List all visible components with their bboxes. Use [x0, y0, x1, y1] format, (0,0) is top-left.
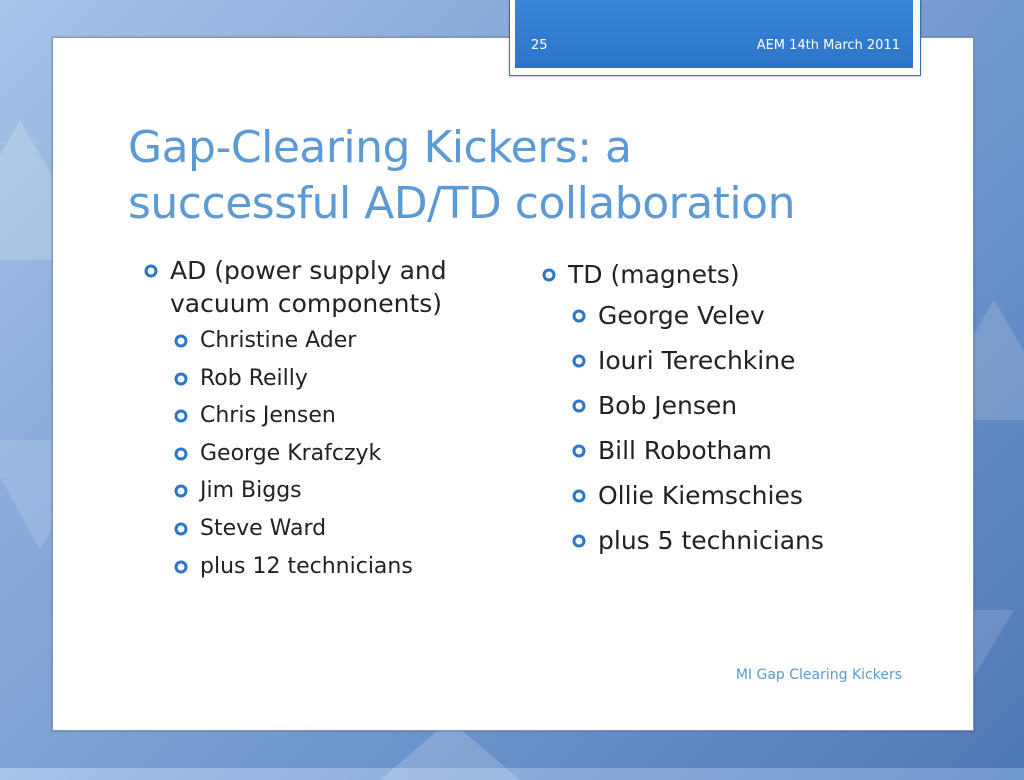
circle-bullet-icon — [572, 399, 586, 413]
list-item-text: plus 12 technicians — [200, 553, 413, 579]
list-item-text: Bill Robotham — [598, 436, 772, 465]
right-column-heading: TD (magnets) — [568, 260, 740, 289]
circle-bullet-icon — [542, 268, 556, 282]
list-item — [170, 322, 480, 360]
circle-bullet-icon — [572, 489, 586, 503]
list-item — [568, 293, 898, 338]
circle-bullet-icon — [572, 534, 586, 548]
left-column-list — [170, 322, 480, 585]
list-item — [170, 435, 480, 473]
left-column-heading-item — [140, 254, 480, 585]
header-tab — [515, 0, 913, 68]
circle-bullet-icon — [572, 444, 586, 458]
list-item-text: plus 5 technicians — [598, 526, 824, 555]
list-item — [568, 473, 898, 518]
circle-bullet-icon — [174, 522, 188, 536]
slide-date: AEM 14th March 2011 — [756, 38, 900, 53]
right-column — [538, 258, 898, 563]
circle-bullet-icon — [572, 309, 586, 323]
list-item — [568, 383, 898, 428]
circle-bullet-icon — [174, 409, 188, 423]
list-item — [568, 518, 898, 563]
list-item — [568, 338, 898, 383]
circle-bullet-icon — [144, 264, 158, 278]
circle-bullet-icon — [174, 560, 188, 574]
slide-footer: MI Gap Clearing Kickers — [735, 667, 902, 683]
list-item-text: Jim Biggs — [200, 478, 302, 504]
list-item-text: Chris Jensen — [200, 403, 336, 429]
left-column-heading: AD (power supply and vacuum components) — [170, 256, 447, 318]
list-item-text: Bob Jensen — [598, 391, 738, 420]
right-column-list — [568, 293, 898, 563]
list-item — [170, 510, 480, 548]
slide-number: 25 — [531, 38, 548, 53]
circle-bullet-icon — [174, 484, 188, 498]
list-item — [170, 548, 480, 586]
list-item-text: George Krafczyk — [200, 440, 382, 466]
circle-bullet-icon — [174, 447, 188, 461]
circle-bullet-icon — [572, 354, 586, 368]
list-item-text: George Velev — [598, 301, 765, 330]
slide-title-line-1: Gap-Clearing Kickers: a — [128, 122, 632, 173]
list-item-text: Rob Reilly — [200, 365, 308, 391]
list-item-text: Christine Ader — [200, 328, 357, 353]
list-item — [170, 360, 480, 398]
list-item-text: Steve Ward — [200, 515, 327, 541]
circle-bullet-icon — [174, 334, 188, 348]
circle-bullet-icon — [174, 372, 188, 386]
list-item — [170, 472, 480, 510]
list-item — [170, 397, 480, 435]
left-column — [140, 254, 480, 585]
slide-title-line-2: successful AD/TD collaboration — [128, 178, 795, 229]
list-item-text: Ollie Kiemschies — [598, 481, 803, 510]
list-item-text: Iouri Terechkine — [598, 346, 796, 375]
list-item — [568, 428, 898, 473]
slide-title — [128, 120, 928, 232]
right-column-heading-item — [538, 258, 898, 563]
